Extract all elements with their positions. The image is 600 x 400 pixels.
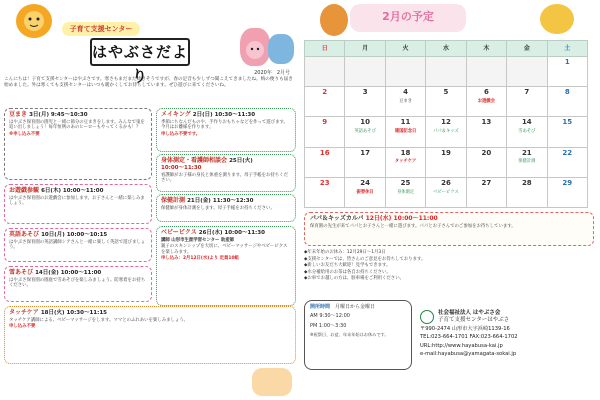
weekday-wed: 水 [426, 41, 466, 57]
org-mail[interactable]: e-mail:hayabusa@yamagata-sokai.jp [420, 351, 517, 358]
event-oyugi [4, 184, 152, 224]
calendar-day [466, 117, 506, 147]
calendar-day [426, 177, 466, 207]
event-text: タッチケア講師による、ベビーマッサージをします。ママとのふれあいを楽しみましょう。 [9, 317, 189, 323]
event-text: はやぶさ保育園の園庭で雪あそびを楽しみましょう。防寒着をお持ちください。 [9, 277, 146, 289]
event-title: 保健計測 [161, 197, 186, 204]
day-event: 保健計測 [518, 159, 536, 165]
day-number: 18 [400, 148, 411, 157]
event-time: 21日(金) [187, 198, 211, 204]
day-number: 4 [403, 88, 408, 97]
day-number: 26 [441, 178, 451, 187]
calendar-day [466, 57, 506, 87]
day-number: 14 [521, 118, 532, 127]
weekday-mon: 月 [345, 41, 385, 57]
calendar-day [466, 87, 506, 117]
calendar-day [507, 117, 547, 147]
day-number: 15 [562, 118, 573, 127]
calendar-day [385, 117, 425, 147]
day-event: 雪あそび [518, 129, 536, 135]
day-event: 建国記念日 [394, 129, 417, 135]
hours-am: AM 9:30〜12:00 [310, 313, 350, 320]
event-time: 2日(日) 10:30〜11:30 [192, 112, 256, 118]
newsletter-title: はやぶさだより [90, 38, 190, 66]
month-title: 2月の予定 [382, 10, 434, 23]
day-event: 英語あそび [354, 129, 376, 135]
event-place: 講師 山形市生涯学習センター 助産師 [161, 237, 235, 243]
calendar-week [305, 177, 588, 207]
day-number: 12 [441, 118, 451, 127]
weekday-tue: 火 [385, 41, 425, 57]
day-number: 11 [400, 118, 411, 127]
day-number: 10 [360, 118, 370, 127]
event-calendar [304, 40, 588, 208]
day-number: 6 [483, 88, 489, 97]
event-note: ※申し込み不要 [9, 131, 40, 137]
event-time: 3日(月) 9:45〜10:30 [29, 112, 88, 118]
calendar-day [466, 147, 506, 177]
org-address: 〒990-2474 山形市大字浜崎1139-16 [420, 325, 510, 332]
event-title: 雪あそび [9, 269, 34, 276]
calendar-day [547, 117, 587, 147]
hours-days: 月曜日から金曜日 [335, 304, 376, 310]
mascot-bear-icon [268, 34, 294, 64]
event-title: ベビーピクス [161, 229, 197, 236]
calendar-day [345, 147, 385, 177]
calendar-day [466, 177, 506, 207]
event-shintai [156, 154, 296, 192]
hours-label: 開所時間 [310, 304, 331, 310]
org-name: 社会福祉法人 はやぶさ会 [438, 310, 501, 316]
greeting-body: こんにちは！子育て支援センターはやぶさです。寒さもまだまだ続きそうですが、春の足音も少しずつ聞こえてきましたね。梅の便りも届き始めました。外は寒くても支援センターはいつも暖かくしてお待ちしています。ぜひ遊びに来てくださいね。 [4, 77, 293, 88]
weekday-thu: 木 [466, 41, 506, 57]
event-time2: 10:00〜11:30 [161, 164, 202, 171]
day-number: 28 [521, 178, 532, 187]
calendar-week [305, 57, 588, 87]
weekday-sat: 土 [547, 41, 587, 57]
event-note: 申し込み不要です。 [161, 131, 201, 137]
event-text: 親子のスキンシップを大切に、ベビーマッサージやベビーピクスを楽しみます。 [161, 244, 288, 255]
calendar-day [547, 177, 587, 207]
event-text: 保健師が身体計測をします。母子手帳をお持ちください。 [161, 205, 275, 211]
calendar-day [547, 87, 587, 117]
mascot-rabbit-icon [240, 28, 270, 66]
day-event: 豆まき [399, 98, 412, 104]
notices [304, 250, 594, 304]
day-number: 3 [362, 88, 368, 97]
calendar-day [385, 57, 425, 87]
mascot-bird-icon [540, 4, 574, 34]
calendar-day [345, 57, 385, 87]
event-mamemaki [4, 108, 152, 180]
mascot-kids-icon [252, 368, 292, 396]
calendar-day [345, 117, 385, 147]
notice-item: ◆支援センターでは、皆さんのご意見をお待ちしております。 [304, 256, 426, 262]
center-badge: 子育て支援センター [62, 22, 140, 36]
event-babypix [156, 226, 296, 306]
weekday-row [305, 41, 588, 57]
event-title: タッチケア [9, 309, 39, 316]
calendar-day [547, 147, 587, 177]
calendar-day [305, 177, 345, 207]
calendar-day [385, 87, 425, 117]
calendar-day [385, 177, 425, 207]
day-number: 7 [524, 88, 530, 97]
day-number: 13 [481, 118, 492, 127]
notice-item: ◆お車でお越しの方は、駐車場をご利用ください。 [304, 276, 404, 281]
day-number: 8 [564, 88, 570, 97]
event-text: はやぶさ保育園の英語講師シアさんと一緒に楽しく英語で遊びましょう。 [9, 239, 146, 251]
day-number: 21 [521, 148, 532, 157]
event-meikingu [156, 108, 296, 152]
event-touch [4, 306, 296, 364]
organization-info [420, 310, 596, 380]
day-event: パパ＆キッズ [433, 129, 459, 135]
calendar-day [426, 117, 466, 147]
event-time: 18日(火) 10:30〜11:15 [40, 310, 107, 316]
event-title: メイキング [161, 111, 191, 118]
event-text: はやぶさ保育園の園児と一緒に節分の豆まきをします。みんなで鬼を追い出しましょう！毎年恒例のあのヒーローもやってくるかも！？ [9, 119, 145, 131]
event-note: 申し込み：2月12日(水)より 定員10組 [161, 256, 239, 262]
calendar-day [507, 177, 547, 207]
calendar-day [345, 87, 385, 117]
event-title: お遊戯参観 [9, 187, 40, 194]
event-time: 25日(火) [229, 158, 253, 164]
event-title: 豆まき [9, 111, 28, 118]
event-time2: 11:30〜12:30 [212, 198, 254, 204]
calendar-week [305, 147, 588, 177]
calendar-day [507, 57, 547, 87]
day-number: 2 [322, 88, 328, 97]
day-event: お遊戯会 [477, 98, 495, 104]
calendar-day [426, 57, 466, 87]
event-title: パパ＆キッズカルパ [310, 215, 364, 222]
day-number: 17 [360, 148, 370, 157]
day-event: 身体測定 [396, 189, 415, 195]
event-time: 14日(金) 10:00〜11:00 [35, 270, 102, 276]
calendar-day [426, 147, 466, 177]
event-yuki [4, 266, 152, 302]
day-number: 9 [322, 118, 328, 127]
notice-item: ◆年末年始のお休み：12月29日〜1月3日 [304, 250, 386, 255]
org-tel: TEL:023-664-1701 FAX:023-664-1702 [420, 334, 518, 341]
event-time: 10日(月) 10:00〜10:15 [41, 232, 108, 238]
day-number: 20 [481, 148, 492, 157]
weekday-sun: 日 [305, 41, 345, 57]
day-event: 振替休日 [356, 189, 374, 195]
calendar-day [426, 87, 466, 117]
event-papas [304, 212, 594, 246]
calendar-day [385, 147, 425, 177]
event-eigo [4, 228, 152, 262]
calendar-day [507, 87, 547, 117]
day-event: タッチケア [394, 159, 417, 165]
issue-date: 2020年 2月号 [254, 70, 290, 76]
hours-pm: PM 1:00〜3:30 [310, 322, 347, 329]
day-number: 19 [441, 148, 451, 157]
calendar-week [305, 117, 588, 147]
event-time: 26日(水) 10:00〜11:30 [198, 230, 265, 236]
event-time: 12日(水) 10:00〜11:00 [365, 215, 438, 222]
calendar-day [305, 57, 345, 87]
event-time: 6日(木) 10:00〜11:00 [41, 188, 104, 194]
day-number: 22 [562, 148, 573, 157]
greeting-text [4, 70, 294, 106]
event-hoken [156, 194, 296, 222]
day-number: 24 [360, 178, 370, 187]
calendar-day [547, 57, 587, 87]
calendar-day [507, 147, 547, 177]
day-number: 16 [319, 148, 330, 157]
opening-hours [304, 300, 412, 370]
org-logo-icon [420, 310, 434, 324]
day-number: 5 [443, 88, 449, 97]
day-number: 23 [319, 178, 330, 187]
calendar-day [345, 177, 385, 207]
day-event: ベビーピクス [433, 189, 459, 195]
event-note: 申し込み不要 [9, 324, 36, 330]
notice-item: ◆水分補給用のお茶は各自お持ちください。 [304, 269, 391, 275]
notice-item: ◆新しいお友だち大歓迎！見学もできます。 [304, 263, 391, 268]
calendar-day [305, 87, 345, 117]
mascot-lion-icon [16, 4, 52, 38]
calendar-day [305, 117, 345, 147]
event-text: 保育園の先生が来てパパとお子さんと一緒に遊びます。パパとお子さんでのご参加をお待ちしています。 [310, 223, 516, 229]
calendar-week [305, 87, 588, 117]
org-sub: 子育て支援センターはやぶさ [438, 316, 510, 323]
day-number: 1 [564, 58, 570, 66]
event-title: 身体測定・看護師相談会 [161, 157, 228, 164]
org-url[interactable]: URL:http://www.hayabusa-kai.jp [420, 342, 503, 349]
hours-note: ※祝祭日、お盆、年末年始はお休みです。 [310, 331, 389, 337]
event-text: はやぶさ保育園のお遊戯会に参加します。お子さんと一緒に楽しみましょう。 [9, 195, 145, 207]
event-text: 看護師がお子様の身長と体重を測ります。母子手帳をお持ちください。 [161, 172, 288, 184]
mascot-dog-icon [320, 4, 348, 36]
event-title: 英語あそび [9, 231, 40, 238]
calendar-day [305, 147, 345, 177]
day-number: 25 [400, 178, 411, 187]
weekday-fri: 金 [507, 41, 547, 57]
calendar-body [305, 57, 588, 208]
day-number: 29 [562, 178, 573, 187]
day-number: 27 [481, 178, 492, 187]
event-text: 季節にちなんだものや、手作りおもちゃなどを作って遊びます。今月はお雛様を作ります。 [161, 119, 288, 131]
